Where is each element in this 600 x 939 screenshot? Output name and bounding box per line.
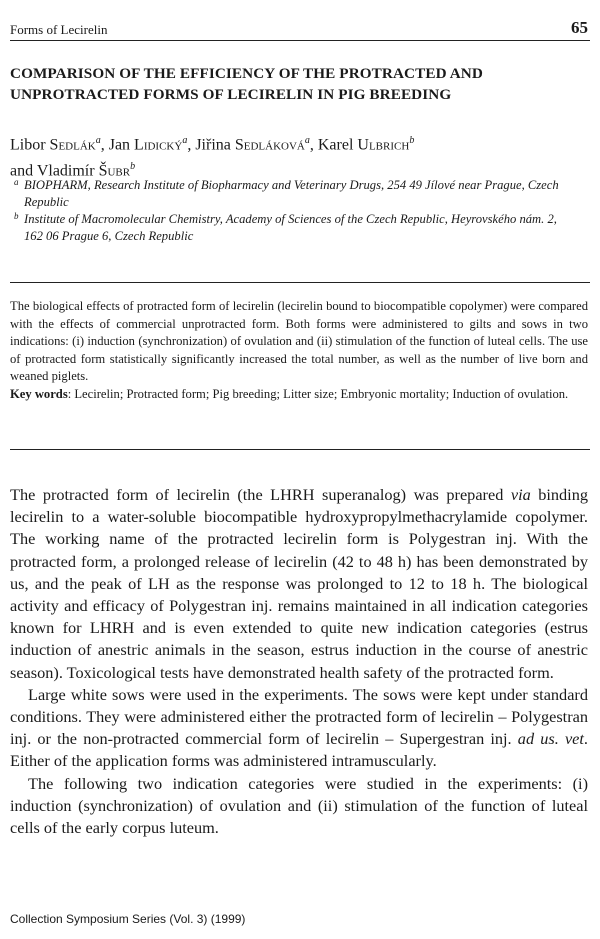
abstract-top-rule	[10, 282, 590, 283]
abstract	[10, 298, 588, 403]
abstract-bottom-rule	[10, 449, 590, 450]
page-number: 65	[571, 18, 588, 37]
affiliation-text: Institute of Macromolecular Chemistry, Academy of Sciences of the Czech Republic, Heyrovského nám. 2, 162 06 Prague 6, Czech Republic	[24, 212, 557, 243]
body-paragraph-1	[10, 484, 588, 684]
author-separator: ,	[187, 136, 196, 154]
running-title: Forms of Lecirelin	[10, 22, 108, 37]
author-first-name: Jiřina	[195, 136, 235, 154]
author-surname: Ulbrich	[357, 136, 410, 154]
body-text-span: . Either of the application forms was administered intramuscularly.	[10, 729, 588, 771]
author-surname: Lidický	[134, 136, 183, 154]
article-title: COMPARISON OF THE EFFICIENCY OF THE PROTRACTED AND UNPROTRACTED FORMS OF LECIRELIN IN PIG BREEDING	[10, 65, 483, 103]
body-paragraph-3: The following two indication categories were studied in the experiments: (i) induction (synchronization) of ovulation and (ii) stimulation of the function of luteal cells of the early corpus luteum.	[10, 773, 588, 838]
author-surname: Sedlák	[49, 136, 96, 154]
affiliation-a	[14, 177, 560, 211]
author-first-name: Karel	[317, 136, 358, 154]
keywords-label: Key words	[10, 386, 68, 401]
author-affiliation-mark: a	[182, 135, 188, 146]
body-text-span: binding lecirelin to a water-soluble biocompatible hydroxypropylmethacrylamide copolymer. The working name of the protracted lecirelin form is Polygestran inj. With the protracted form, a prolonged release of lecirelin (42 to 48 h) has been demonstrated by us, and the peak of LH as the response was prolonged to 12 to 18 h. The biological activity and efficacy of Polygestran inj. remains maintained in all indication categories known for LHRH and is even extended to quite new indication categories (estrus induction of anestric animals in the season, estrus induction in the course of anestric season). Toxicological tests have demonstrated health safety of the protracted form.	[10, 485, 588, 682]
author-affiliation-mark: a	[95, 135, 101, 146]
author-surname: Sedláková	[234, 136, 305, 154]
author-surname: Šubr	[98, 162, 131, 180]
author-first-name: Jan	[108, 136, 135, 154]
author-list	[10, 130, 590, 183]
affiliation-text: BIOPHARM, Research Institute of Biopharmacy and Veterinary Drugs, 254 49 Jílové near Prague, Czech Republic	[24, 178, 559, 209]
body-italic-span: ad us. vet	[517, 729, 584, 749]
body-text-span: The protracted form of lecirelin (the LHRH superanalog) was prepared	[10, 485, 511, 504]
keywords	[10, 386, 588, 404]
author-affiliation-mark: a	[304, 135, 310, 146]
body-paragraph-2	[10, 684, 588, 773]
author-separator: ,	[309, 136, 318, 154]
keywords-list: : Lecirelin; Protracted form; Pig breeding; Litter size; Embryonic mortality; Induction of ovulation.	[67, 386, 569, 401]
body-text-span: Large white sows were used in the experiments. The sows were kept under standard conditions. They were administered either the protracted form of lecirelin – Polygestran inj. or the non-protracted commercial form of lecirelin – Supergestran inj.	[10, 684, 588, 749]
author-first-name: Vladimír	[36, 162, 99, 180]
affiliation-b	[14, 211, 560, 245]
running-header	[10, 18, 590, 41]
affiliation-mark: b	[14, 211, 19, 221]
author-affiliation-mark: b	[130, 161, 136, 173]
affiliation-mark: a	[14, 177, 19, 187]
author-separator: ,	[100, 136, 109, 154]
body-text	[10, 484, 588, 839]
author-first-name: Libor	[10, 136, 50, 154]
author-affiliation-mark: b	[409, 135, 415, 146]
abstract-text: The biological effects of protracted form of lecirelin (lecirelin bound to biocompatible copolymer) were compared with the effects of commercial unprotracted form. Both forms were administered to gilts and sows in two indications: (i) induction (synchronization) of ovulation and (ii) stimulation of the function of luteal cells. The use of protracted form statistically significantly increased the total number, as well as the number of live born and weaned piglets.	[10, 299, 588, 383]
body-italic-span: via	[510, 485, 531, 504]
author-separator: and	[10, 162, 37, 180]
journal-footer: Collection Symposium Series (Vol. 3) (1999)	[10, 912, 246, 926]
